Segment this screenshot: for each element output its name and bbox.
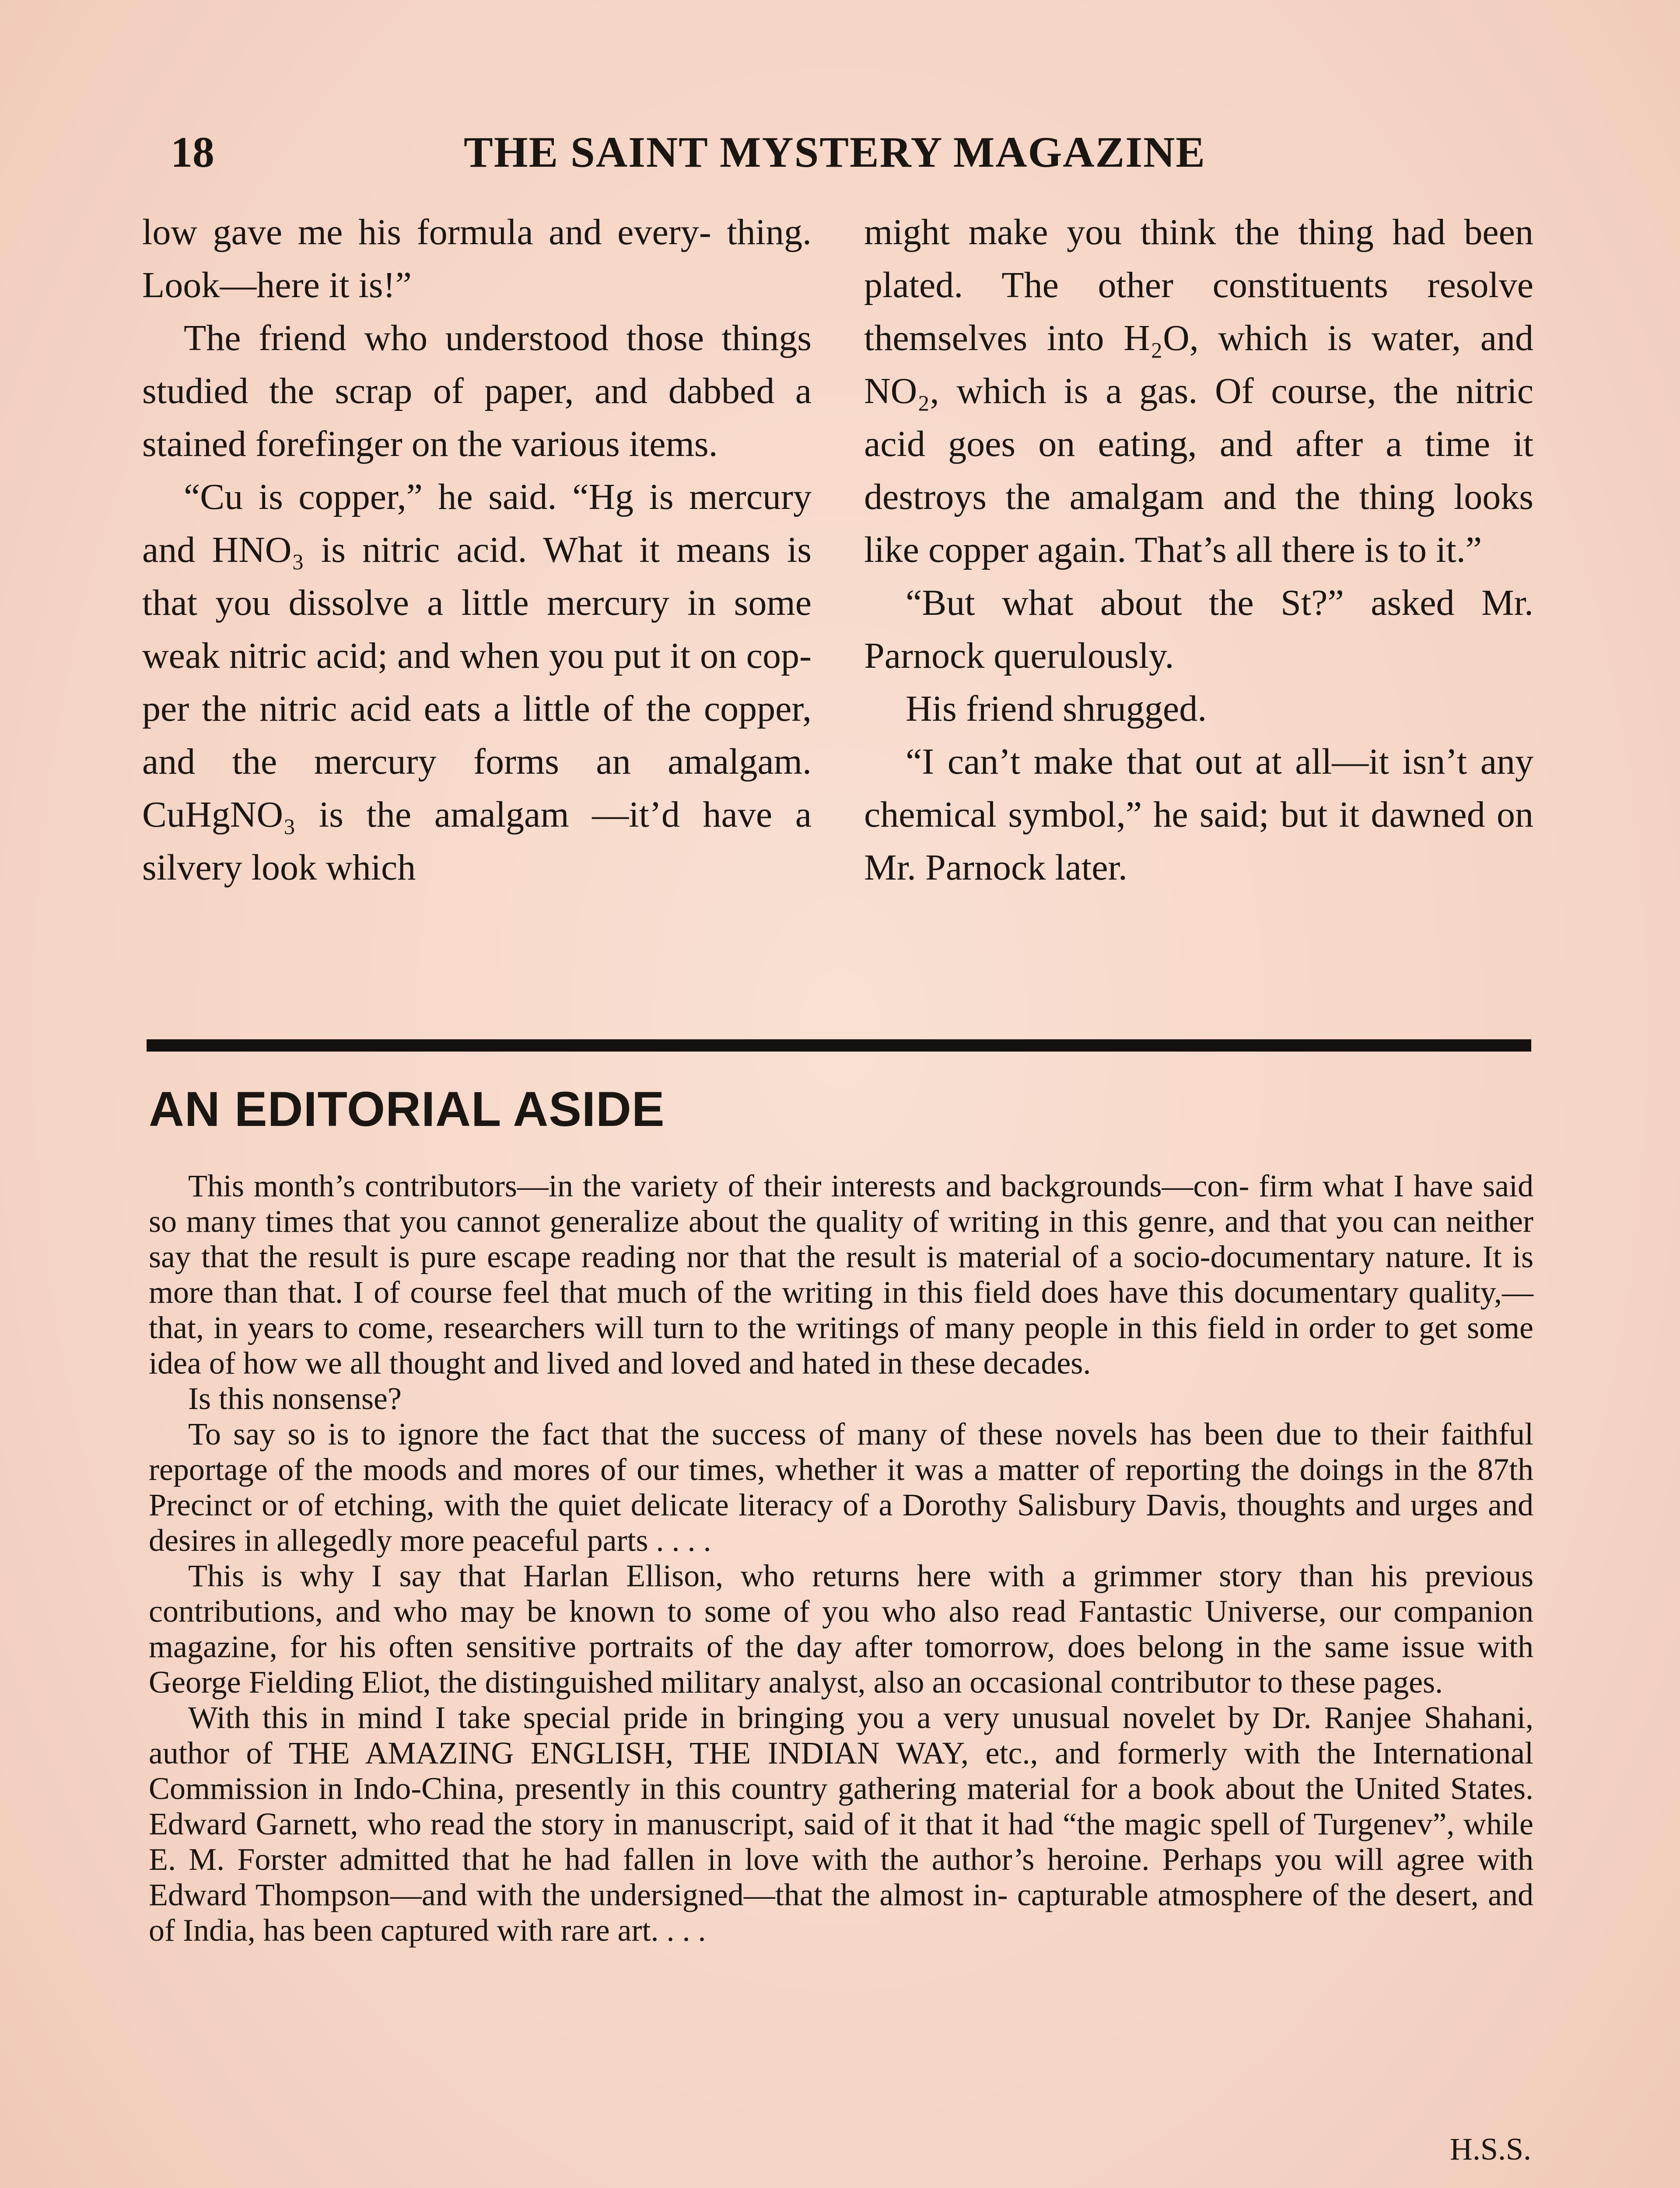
- editorial-paragraph: To say so is to ignore the fact that the success of many of these novels has been due to their faithful reportage of the moods and mores of our times, whether it was a matter of reporting the doings in the 87th Precinct or of etching, with the quiet delicate literacy of a Dorothy Salisbury Davis, thoughts and urges and desires in allegedly more peaceful parts . . . .: [149, 1417, 1533, 1558]
- editorial-paragraph: This month’s contributors—in the variety of their interests and backgrounds—con- firm what I have said so many times that you cannot generalize about the quality of writing in this genre, and that you can neither say that the result is pure escape reading nor that the result is material of a socio-documentary nature. It is more than that. I of course feel that much of the writing in this field does have this documentary quality,— that, in years to come, researchers will turn to the writings of many people in this field in order to get some idea of how we all thought and lived and loved and hated in these decades.: [149, 1168, 1533, 1381]
- story-paragraph: “I can’t make that out at all—it isn’t any chemical symbol,” he said; but it dawned on Mr. Parnock later.: [864, 741, 1533, 888]
- section-divider: [147, 1039, 1531, 1052]
- editor-signature: H.S.S.: [1449, 2132, 1531, 2167]
- editorial-body: [149, 1168, 1533, 1948]
- story-paragraph: The friend who understood those things studied the scrap of paper, and dabbed a stained forefinger on the various items.: [142, 318, 812, 464]
- story-paragraph: might make you think the thing had been plated. The other constituents resolve themselves into H₂O, which is water, and NO₂, which is a gas. Of course, the nitric acid goes on eating, and after a time it destroys the amalgam and the thing looks like copper again. That’s all there is to it.”: [864, 212, 1533, 570]
- page-header: [144, 127, 1531, 193]
- editorial-paragraph: This is why I say that Harlan Ellison, who returns here with a grimmer story than his previous contributions, and who may be known to some of you who also read Fantastic Universe, our companion magazine, for his often sensitive portraits of the day after tomorrow, does belong in the same issue with George Fielding Eliot, the distinguished military analyst, also an occasional contributor to these pages.: [149, 1558, 1533, 1700]
- editorial-heading: AN EDITORIAL ASIDE: [149, 1082, 665, 1136]
- page-number: 18: [171, 128, 214, 176]
- magazine-title: THE SAINT MYSTERY MAGAZINE: [464, 128, 1206, 176]
- story-columns: [142, 206, 1533, 1006]
- story-paragraph: His friend shrugged.: [906, 688, 1207, 729]
- story-left-column: [142, 206, 812, 894]
- editorial-paragraph: Is this nonsense?: [188, 1381, 402, 1416]
- editorial-paragraph: With this in mind I take special pride in bringing you a very unusual novelet by Dr. Ranjee Shahani, author of THE AMAZING ENGLISH, THE INDIAN WAY, etc., and formerly with the International Commission in Indo-China, presently in this country gathering material for a book about the United States. Edward Garnett, who read the story in manuscript, said of it that it had “the magic spell of Turgenev”, while E. M. Forster admitted that he had fallen in love with the author’s heroine. Perhaps you will agree with Edward Thompson—and with the undersigned—that the almost in- capturable atmosphere of the desert, and of India, has been captured with rare art. . . .: [149, 1700, 1533, 1948]
- story-paragraph: “Cu is copper,” he said. “Hg is mercury and HNO₃ is nitric acid. What it means is that you dissolve a little mercury in some weak nitric acid; and when you put it on cop- per the nitric acid eats a little of the copper, and the mercury forms an amalgam. CuHgNO₃ is the amalgam —it’d have a silvery look which: [142, 477, 812, 888]
- story-paragraph: low gave me his formula and every- thing. Look—here it is!”: [142, 212, 812, 305]
- story-right-column: [864, 206, 1533, 894]
- story-paragraph: “But what about the St?” asked Mr. Parnock querulously.: [864, 582, 1533, 676]
